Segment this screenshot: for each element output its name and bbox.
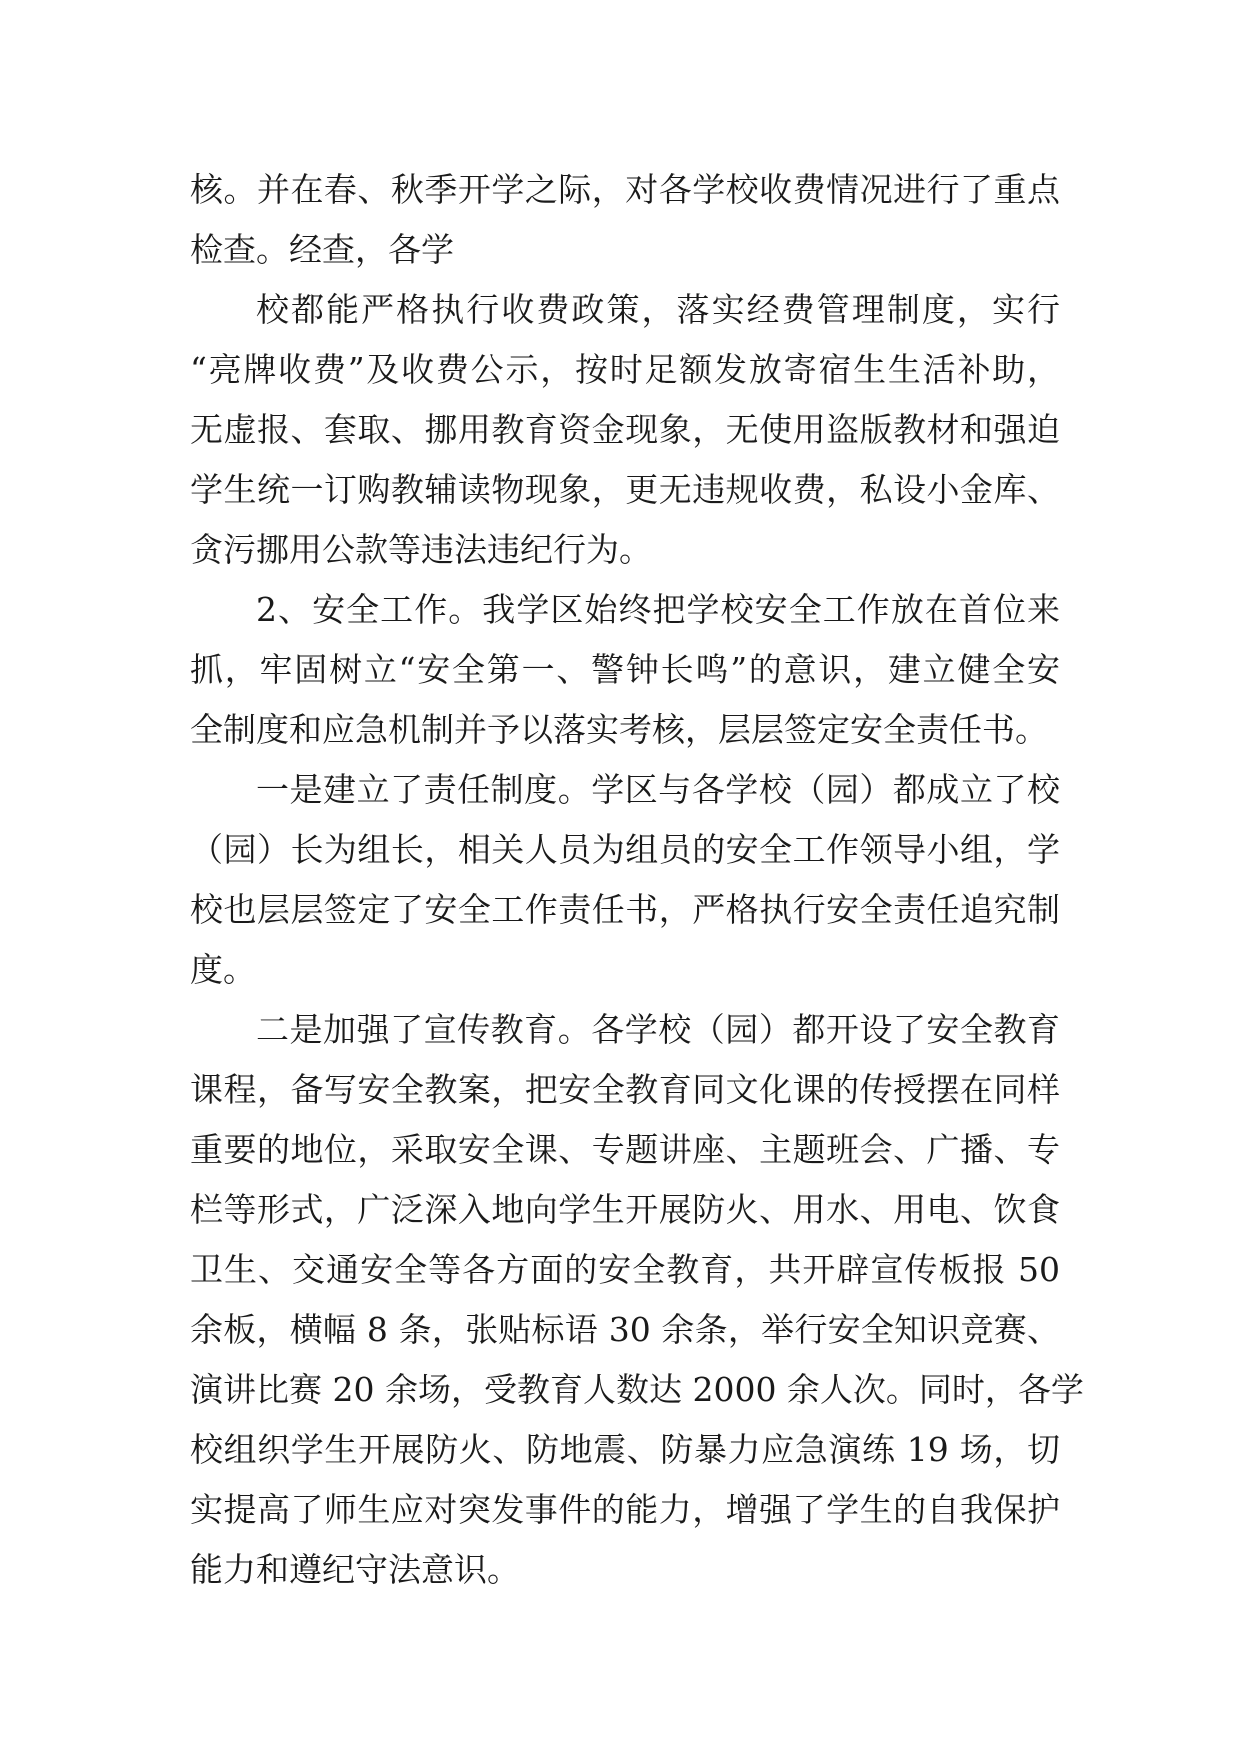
text-line: 校都能严格执行收费政策，落实经费管理制度，实行 [256,290,1060,329]
text-line: 余板，横幅 8 条，张贴标语 30 余条，举行安全知识竞赛、 [190,1310,1060,1349]
text-line: 核。并在春、秋季开学之际，对各学校收费情况进行了重点 [190,170,1060,209]
paragraph-safety-work [190,580,1060,760]
text-line: 校也层层签定了安全工作责任书，严格执行安全责任追究制 [190,890,1060,929]
text-line: 课程，备写安全教案，把安全教育同文化课的传授摆在同样 [190,1070,1060,1109]
text-line: 演讲比赛 20 余场，受教育人数达 2000 余人次。同时，各学 [190,1370,1084,1409]
text-line: 校组织学生开展防火、防地震、防暴力应急演练 19 场，切 [190,1430,1060,1469]
paragraph-responsibility-system [190,760,1060,1000]
text-line: （园）长为组长，相关人员为组员的安全工作领导小组，学 [190,830,1060,869]
document-body [190,160,1084,1600]
text-line: “亮牌收费”及收费公示，按时足额发放寄宿生生活补助， [190,350,1060,389]
text-line: 能力和遵纪守法意识。 [190,1550,520,1589]
text-line: 学生统一订购教辅读物现象，更无违规收费，私设小金库、 [190,470,1060,509]
text-line: 无虚报、套取、挪用教育资金现象，无使用盗版教材和强迫 [190,410,1060,449]
text-line: 栏等形式，广泛深入地向学生开展防火、用水、用电、饮食 [190,1190,1060,1229]
paragraph-fee-policy [190,280,1060,580]
text-line: 二是加强了宣传教育。各学校（园）都开设了安全教育 [256,1010,1060,1049]
text-line: 重要的地位，采取安全课、专题讲座、主题班会、广播、专 [190,1130,1060,1169]
text-line: 实提高了师生应对突发事件的能力，增强了学生的自我保护 [190,1490,1060,1529]
text-line: 2、安全工作。我学区始终把学校安全工作放在首位来 [256,590,1060,629]
text-line: 一是建立了责任制度。学区与各学校（园）都成立了校 [256,770,1060,809]
text-line: 贪污挪用公款等违法违纪行为。 [190,530,652,569]
text-line: 度。 [190,950,256,989]
paragraph-fee-inspection [190,160,1060,280]
text-line: 抓，牢固树立“安全第一、警钟长鸣”的意识，建立健全安 [190,650,1060,689]
paragraph-safety-education [190,1000,1084,1600]
text-line: 检查。经查，各学 [190,230,454,269]
text-line: 卫生、交通安全等各方面的安全教育，共开辟宣传板报 50 [190,1250,1060,1289]
text-line: 全制度和应急机制并予以落实考核，层层签定安全责任书。 [190,710,1048,749]
